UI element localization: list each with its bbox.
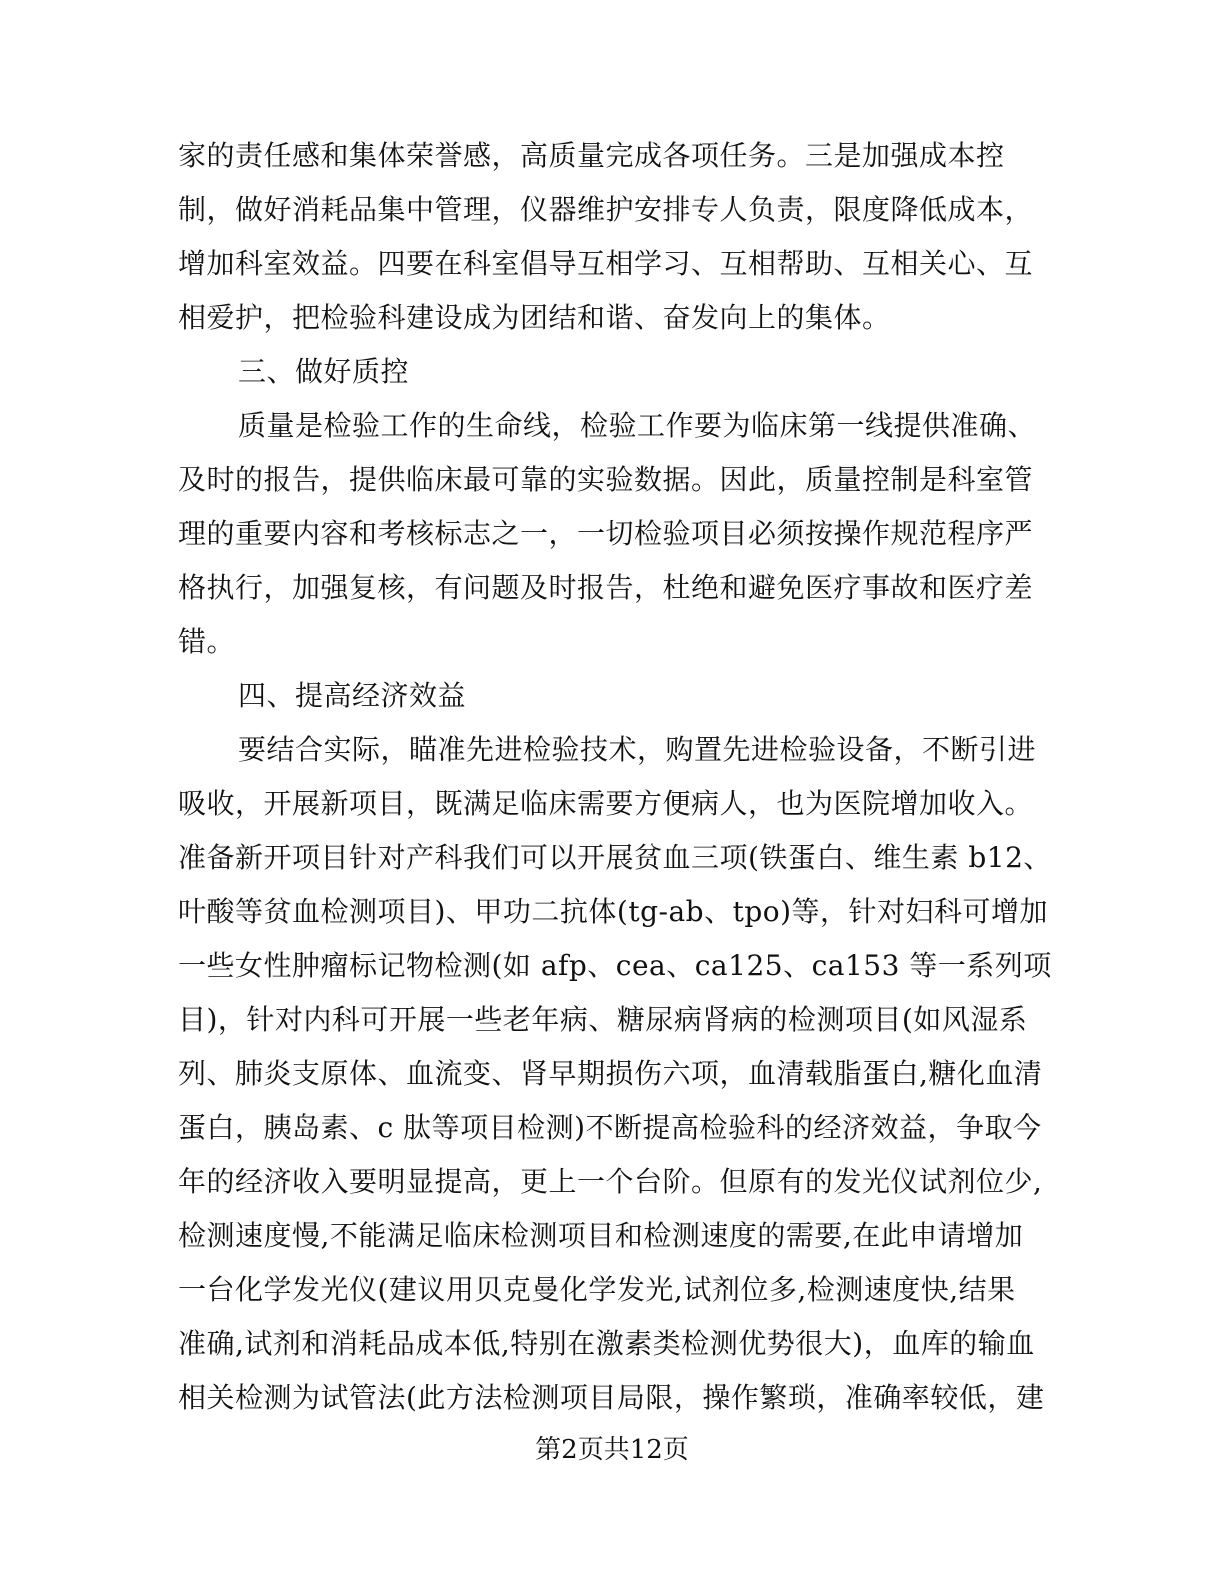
text-line: 理的重要内容和考核标志之一，一切检验项目必须按操作规范程序严 — [178, 517, 1034, 550]
text-line: 准确,试剂和消耗品成本低,特别在激素类检测优势很大)，血库的输血 — [178, 1327, 1035, 1360]
page-number-footer: 第2页共12页 — [535, 1435, 689, 1465]
text-line: 相爱护，把检验科建设成为团结和谐、奋发向上的集体。 — [178, 301, 891, 334]
text-line: 家的责任感和集体荣誉感，高质量完成各项任务。三是加强成本控 — [178, 139, 1005, 172]
text-line: 增加科室效益。四要在科室倡导互相学习、互相帮助、互相关心、互 — [178, 247, 1034, 280]
text-line: 准备新开项目针对产科我们可以开展贫血三项(铁蛋白、维生素 b12、 — [178, 841, 1052, 874]
text-line: 一台化学发光仪(建议用贝克曼化学发光,试剂位多,检测速度快,结果 — [178, 1273, 1016, 1306]
text-line: 年的经济收入要明显提高，更上一个台阶。但原有的发光仪试剂位少, — [178, 1165, 1043, 1198]
section-heading: 四、提高经济效益 — [238, 679, 467, 712]
text-line: 制，做好消耗品集中管理，仪器维护安排专人负责，限度降低成本， — [178, 193, 1034, 226]
text-line: 质量是检验工作的生命线，检验工作要为临床第一线提供准确、 — [238, 409, 1037, 442]
text-line: 吸收，开展新项目，既满足临床需要方便病人，也为医院增加收入。 — [178, 787, 1034, 820]
text-line: 检测速度慢,不能满足临床检测项目和检测速度的需要,在此申请增加 — [178, 1219, 1024, 1252]
text-line: 目)，针对内科可开展一些老年病、糖尿病肾病的检测项目(如风湿系 — [178, 1003, 1028, 1036]
text-line: 要结合实际，瞄准先进检验技术，购置先进检验设备，不断引进 — [238, 733, 1037, 766]
text-line: 相关检测为试管法(此方法检测项目局限，操作繁琐，准确率较低，建 — [178, 1381, 1045, 1414]
text-line: 及时的报告，提供临床最可靠的实验数据。因此，质量控制是科室管 — [178, 463, 1034, 496]
text-line: 列、肺炎支原体、血流变、肾早期损伤六项，血清载脂蛋白,糖化血清 — [178, 1057, 1043, 1090]
text-line: 错。 — [178, 625, 236, 658]
text-line: 一些女性肿瘤标记物检测(如 afp、cea、ca125、ca153 等一系列项 — [178, 949, 1052, 982]
text-line: 叶酸等贫血检测项目)、甲功二抗体(tg-ab、tpo)等，针对妇科可增加 — [178, 895, 1049, 928]
section-heading: 三、做好质控 — [238, 355, 410, 388]
text-line: 蛋白，胰岛素、c 肽等项目检测)不断提高检验科的经济效益，争取今 — [178, 1111, 1042, 1144]
text-line: 格执行，加强复核，有问题及时报告，杜绝和避免医疗事故和医疗差 — [178, 571, 1034, 604]
